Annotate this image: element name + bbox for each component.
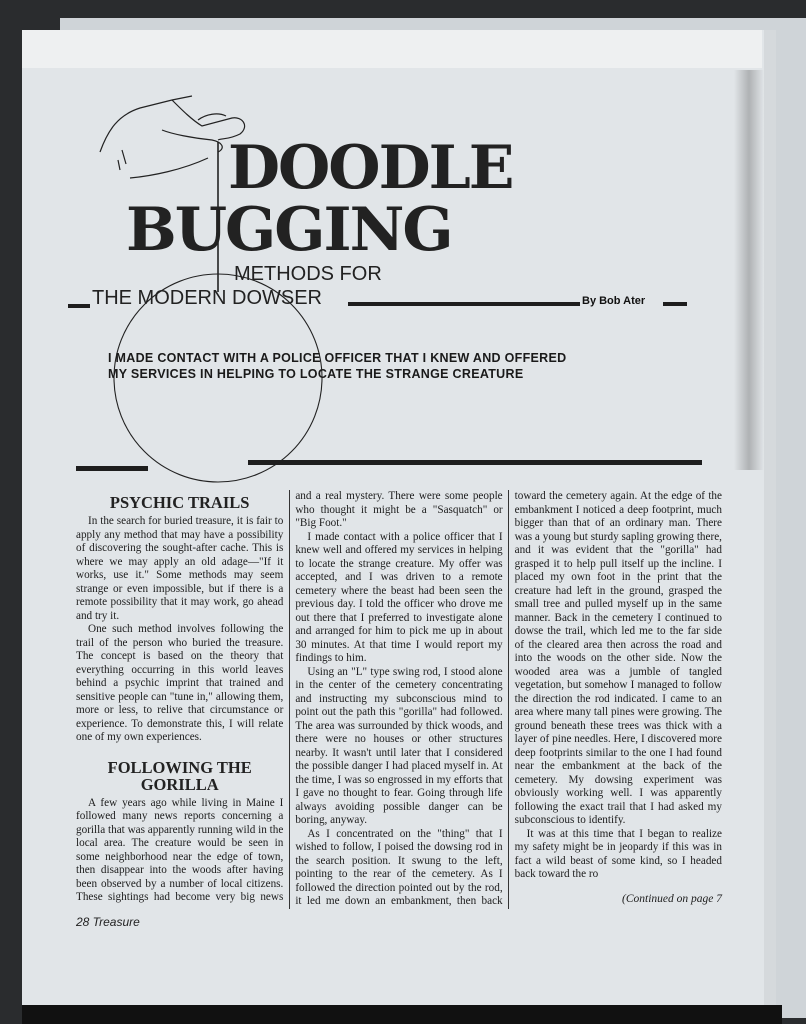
hand-outline <box>100 96 192 152</box>
pull-quote: I MADE CONTACT WITH A POLICE OFFICER THAT I KNEW AND OFFERED MY SERVICES IN HELPING TO LOCATE THE STRANGE CREATURE <box>108 351 567 381</box>
title-rule-left <box>68 304 90 308</box>
section-rule-right <box>248 460 702 465</box>
section-rule-left <box>76 466 148 471</box>
paragraph: I made contact with a police officer that I knew well and offered my services in helping to locate the strange creature. My offer was accepted, and I was driven to a remote cemetery where the beast had been seen the previous day. I told the officer who drove me out there that I preferred to investigate alone and arranged for him to pick me up in about 30 minutes. At that time I would report my findings to him. <box>295 530 503 664</box>
section-heading: FOLLOWING THE GORILLA <box>107 757 252 794</box>
paragraph: One such method involves following the trail of the person who buried the treasure. The concept is based on the theory that everything occurring in this world leaves behind a psychic imprint that trained and sensitive people can "tune in," allowing them, more or less, to relive that circumstance or experience. To demonstrate this, I will relate one of my own experiences. <box>76 623 284 743</box>
continued-note: (Continued on page 7 <box>622 892 722 905</box>
paragraph: In the search for buried treasure, it is fair to apply any method that may have a possibility of discovering the sought-after cache. This is where we may apply an old adage—"If it works, use it." Some methods may seem strange or even impossible, but if there is a remote possibility that it may work, go ahead and try it. <box>76 515 284 622</box>
paragraph: As I concentrated on the "thing" that I wished to follow, I poised the dowsing rod in the search position. It swung to the left, pointing to the rear of the cemetery. As I followed the direction pointed out by the rod, it led me down an embankment, then back toward the cemetery again. At the edge of the embankment I noticed a deep footprint, much bigger than that of an ordinary man. There was a young but sturdy sapling growing there, and it was evident that the "gorilla" had grasped it to help pull itself up the incline. I placed my own foot in the print that the creature had left in the ground, grasped the small tree and pulled myself up in the same manner. Back in the cemetery I continued to dowse the trail, which led me to the far side of the cleared area then across the road and into the woods on the other side. Now the wooded area was a jumble of tangled vegetation, but somehow I managed to follow the direction the rod indicated. I came to an area where many tall pines were growing. The ground beneath these trees was thick with a layer of pine needles. Here, I discovered more deep footprints similar to the one I had found near the embankment at the back of the cemetery. My dowsing experiment was obviously working well. I was apparently following the exact trail that I had asked my subconscious to identify. <box>295 490 722 907</box>
page-folio: 28 Treasure <box>76 914 140 929</box>
subtitle-line-2: THE MODERN DOWSER <box>92 287 322 309</box>
paragraph: It was at this time that I began to realize my safety might be in jeopardy if this was in fact a wild beast of some kind, so I headed back toward the ro <box>514 827 722 880</box>
title-rule-right <box>348 302 580 306</box>
article-columns <box>76 490 722 909</box>
paragraph: Using an "L" type swing rod, I stood alone in the center of the cemetery concentrating and instructing my subconscious mind to point out the path this "gorilla" had followed. The area was surrounded by thick woods, and there were no houses or other structures nearby. It wasn't until later that I considered the possible danger I had placed myself in. At the time, I was so engrossed in my efforts that I gave no thought to fear. Going through life always avoiding possible danger can be boring, anyway. <box>295 665 503 826</box>
section-heading: PSYCHIC TRAILS <box>109 493 250 512</box>
subtitle-line-1: METHODS FOR <box>234 263 382 285</box>
byline: By Bob Ater <box>582 295 646 307</box>
byline-rule <box>663 302 687 306</box>
scan-bottom-edge <box>22 1005 782 1024</box>
title-line-2: BUGGING <box>126 195 452 265</box>
paragraph: A few years ago while living in Maine I followed many news reports concerning a gorilla that was apparently running wild in the local area. The creature would be seen in some neighborhood near the edge of town, then disappear into the woods after having been observed by a number of local citizens. These sightings had become very big news and a real mystery. There were some people who thought it might be a "Sasquatch" or "Big Foot." <box>76 490 503 903</box>
magazine-page <box>22 30 764 1005</box>
title-line-1: DOODLE <box>228 133 513 203</box>
article-body <box>76 490 722 929</box>
